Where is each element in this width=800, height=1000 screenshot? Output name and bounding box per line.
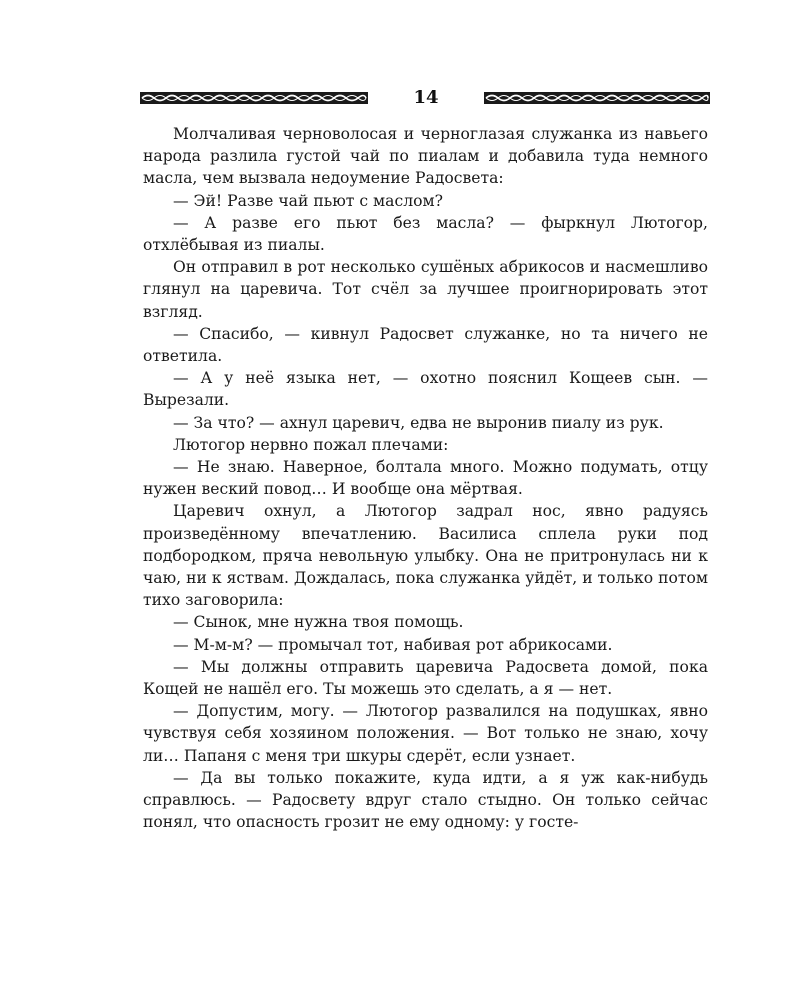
- paragraph: — Допустим, могу. — Лютогор развалился на подушках, явно чувствуя себя хозяином положения. — Вот только не знаю, хочу ли… Папаня с меня три шкуры сдерёт, если узнает.: [143, 702, 708, 765]
- paragraph: Молчаливая черноволосая и черноглазая служанка из навьего народа разлила густой чай по пиалам и добавила туда немного масла, чем вызвала недоумение Радосвета:: [143, 125, 708, 188]
- paragraph: — Не знаю. Наверное, болтала много. Можно подумать, отцу нужен веский повод… И вообще она мёртвая.: [143, 458, 708, 499]
- paragraph: Царевич охнул, а Лютогор задрал нос, явно радуясь произведённому впечатлению. Василиса сплела руки под подбородком, пряча невольную улыбку. Она не притронулась ни к чаю, ни к яствам. Дождалась, пока служанка уйдёт, и только потом тихо заговорила:: [143, 502, 708, 610]
- paragraph: — За что? — ахнул царевич, едва не выронив пиалу из рук.: [173, 413, 664, 432]
- paragraph: — Да вы только покажите, куда идти, а я уж как-нибудь справлюсь. — Радосвету вдруг стало стыдно. Он только сейчас понял, что опасность грозит не ему одному: у госте-: [143, 768, 708, 832]
- paragraph: — М-м-м? — промычал тот, набивая рот абрикосами.: [173, 635, 613, 654]
- paragraph: — Спасибо, — кивнул Радосвет служанке, но та ничего не ответила.: [143, 324, 708, 366]
- ornament-right: [484, 92, 710, 104]
- paragraph: — Эй! Разве чай пьют с маслом?: [173, 191, 443, 210]
- ornament-left: [140, 92, 368, 104]
- paragraph: — А у неё языка нет, — охотно пояснил Кощеев сын. — Вырезали.: [143, 369, 708, 410]
- paragraph: Он отправил в рот несколько сушёных абрикосов и насмешливо глянул на царевича. Тот счёл за лучшее проигнорировать этот взгляд.: [143, 258, 708, 321]
- paragraph: — А разве его пьют без масла? — фыркнул Лютогор, отхлёбывая из пиалы.: [143, 213, 708, 255]
- paragraph: — Сынок, мне нужна твоя помощь.: [173, 613, 464, 632]
- page-number: 14: [413, 87, 439, 108]
- page-header: [140, 84, 710, 112]
- paragraph: — Мы должны отправить царевича Радосвета домой, пока Кощей не нашёл его. Ты можешь это сделать, а я — нет.: [143, 657, 708, 699]
- body-text: [143, 123, 708, 834]
- paragraph: Лютогор нервно пожал плечами:: [173, 435, 449, 454]
